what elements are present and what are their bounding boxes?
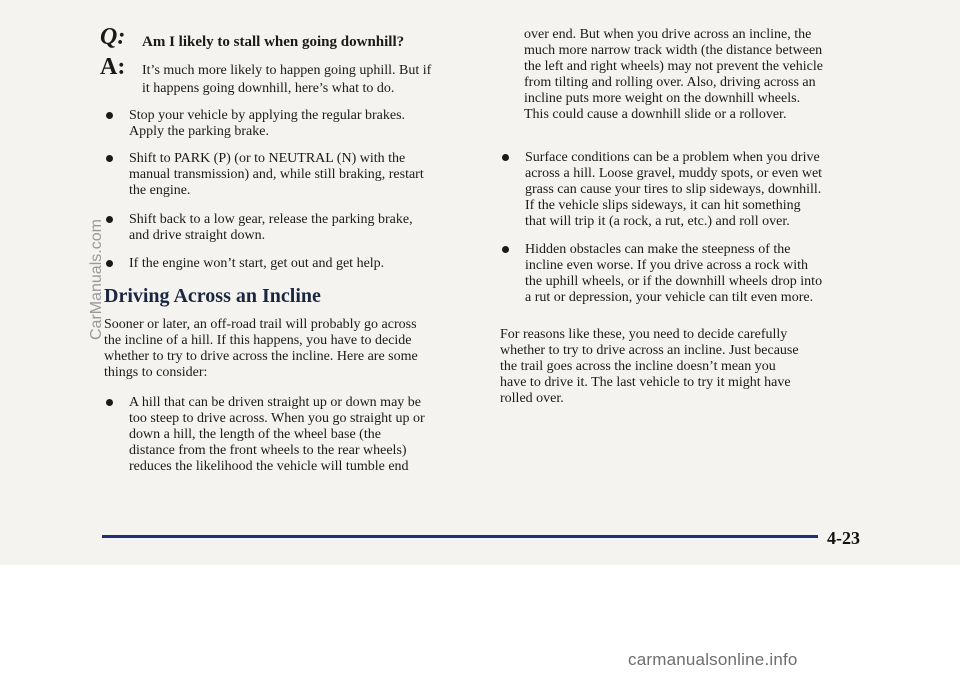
bullet-line: distance from the front wheels to the rear wheels) (129, 443, 407, 458)
para-line: incline puts more weight on the downhill wheels. (524, 91, 801, 106)
para-line: from tilting and rolling over. Also, driving across an (524, 75, 816, 90)
para-line: much more narrow track width (the distance between (524, 43, 823, 58)
bullet-line: a rut or depression, your vehicle can tilt even more. (525, 290, 814, 305)
bullet-line: down a hill, the length of the wheel base (the (129, 427, 381, 442)
question-text: Am I likely to stall when going downhill? (142, 34, 405, 50)
section-heading: Driving Across an Incline (104, 285, 321, 307)
closing-paragraph (500, 327, 880, 407)
footer-rule (102, 535, 818, 538)
bullet-line: Shift back to a low gear, release the parking brake, (129, 212, 413, 227)
para-line: over end. But when you drive across an incline, the (524, 27, 812, 42)
answer-line-1: It’s much more likely to happen going uphill. But if (142, 63, 432, 78)
bullet-line: reduces the likelihood the vehicle will tumble end (129, 459, 409, 474)
bullet-line: too steep to drive across. When you go straight up or (129, 411, 425, 426)
page-number: 4-23 (827, 528, 860, 548)
bullet-line: the engine. (129, 183, 191, 198)
bullet-line: incline even worse. If you drive across a rock with (525, 258, 809, 273)
para-line: have to drive it. The last vehicle to try it might have (500, 375, 791, 390)
bullet-line: across a hill. Loose gravel, muddy spots, or even wet (525, 166, 823, 181)
para-line: whether to try to drive across an incline. Just because (500, 343, 799, 358)
intro-line: Sooner or later, an off-road trail will probably go across (104, 317, 417, 332)
para-line: the left and right wheels) may not prevent the vehicle (524, 59, 823, 74)
side-watermark: CarManuals.com (88, 219, 105, 340)
para-line: For reasons like these, you need to decide carefully (500, 327, 788, 342)
bullet-line: Apply the parking brake. (129, 124, 269, 139)
footer-watermark: carmanualsonline.info (628, 650, 798, 669)
para-line: This could cause a downhill slide or a rollover. (524, 107, 787, 122)
bullet-icon (106, 399, 113, 406)
bullet-line: If the vehicle slips sideways, it can hit something (525, 198, 801, 213)
answer-line-2: it happens going downhill, here’s what to do. (142, 81, 395, 96)
bullet-line: and drive straight down. (129, 228, 266, 243)
answer-mark-label: A: (100, 54, 126, 80)
intro-paragraph (104, 317, 494, 381)
intro-line: things to consider: (104, 365, 208, 380)
question-mark-label: Q: (100, 24, 126, 50)
bullet-line: grass can cause your tires to slip sideways, downhill. (525, 182, 822, 197)
intro-line: the incline of a hill. If this happens, you have to decide (104, 333, 412, 348)
bullet-line: A hill that can be driven straight up or down may be (129, 395, 421, 410)
bullet-line: that will trip it (a rock, a rut, etc.) and roll over. (525, 214, 790, 229)
bullet-line: Shift to PARK (P) (or to NEUTRAL (N) with the (129, 151, 406, 166)
bullet-line: manual transmission) and, while still braking, restart (129, 167, 424, 182)
intro-line: whether to try to drive across the incline. Here are some (104, 349, 418, 364)
para-line: rolled over. (500, 391, 564, 406)
bullet-icon (502, 246, 509, 253)
bullet-line: If the engine won’t start, get out and get help. (129, 256, 385, 271)
bullet-line: Surface conditions can be a problem when you drive (525, 150, 820, 165)
bullet-line: Hidden obstacles can make the steepness of the (525, 242, 791, 257)
bullet-line: the uphill wheels, or if the downhill wheels drop into (525, 274, 823, 289)
bullet-icon (502, 154, 509, 161)
continuation-paragraph (524, 27, 894, 123)
bullet-line: Stop your vehicle by applying the regular brakes. (129, 108, 406, 123)
para-line: the trail goes across the incline doesn’t mean you (500, 359, 776, 374)
